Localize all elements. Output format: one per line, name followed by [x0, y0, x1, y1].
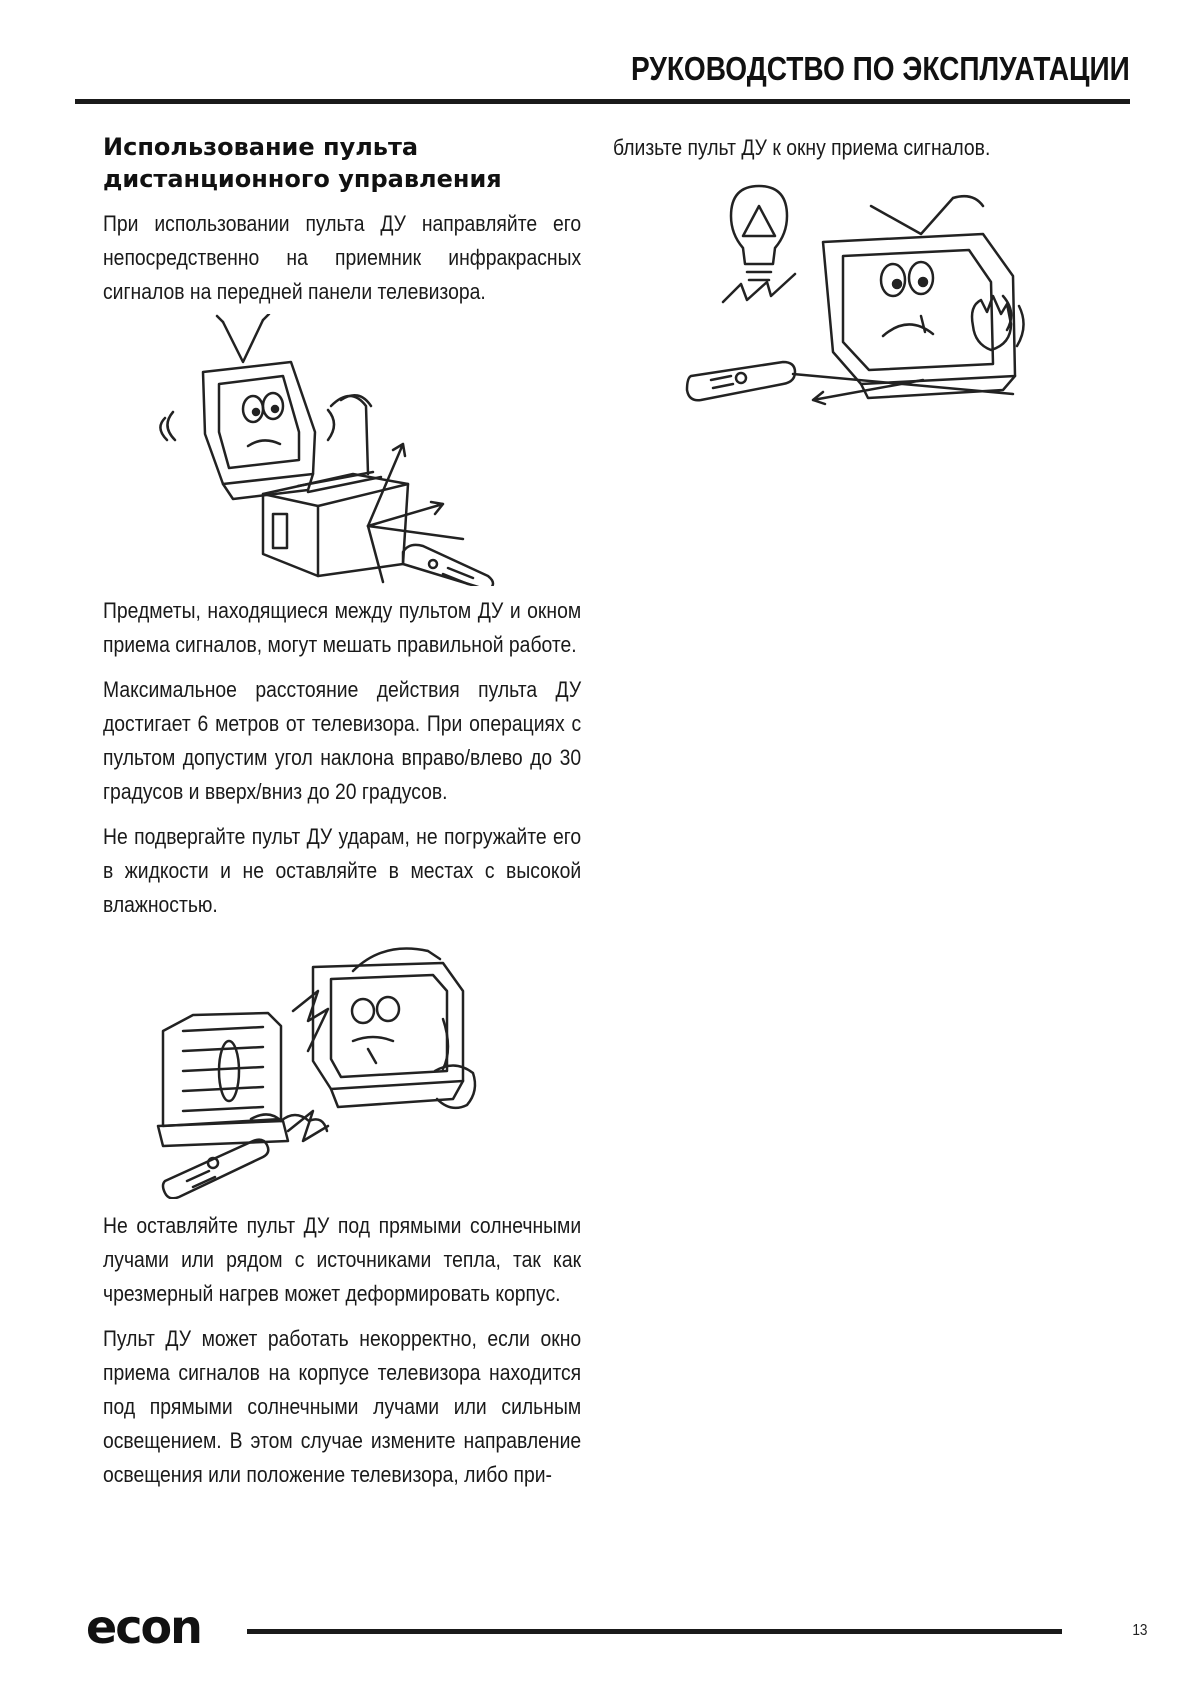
paragraph-range: Максимальное расстояние действия пульта ДУ достигает 6 метров от телевизора. При операциях с пультом допустим угол наклона вправо/влево до 30 градусов и вверх/вниз до 20 градусов. [103, 677, 582, 804]
paragraph-obstacles: Предметы, находящиеся между пультом ДУ и окном приема сигналов, могут мешать правильной работе. [103, 598, 582, 657]
paragraph-continuation: близьте пульт ДУ к окну приема сигналов. [613, 135, 991, 160]
header-rule [75, 99, 1130, 104]
right-column [613, 131, 1113, 416]
illustration-obstacle [103, 314, 581, 586]
paragraph-aim-remote: При использовании пульта ДУ направляйте его непосредственно на приемник инфракрасных сигналов на передней панели телевизора. [103, 211, 582, 304]
page-number: 13 [1132, 1622, 1148, 1639]
left-column [103, 131, 581, 1503]
paragraph-strong-light: Пульт ДУ может работать некорректно, если окно приема сигналов на корпусе телевизора находится под прямыми солнечными лучами или сильным освещением. В этом случае измените направление освещения или положение телевизора, либо при- [103, 1326, 582, 1487]
illustration-heat [103, 931, 581, 1199]
econ-logo: econ [86, 1600, 201, 1654]
footer-rule [247, 1629, 1062, 1634]
paragraph-care: Не подвергайте пульт ДУ ударам, не погружайте его в жидкости и не оставляйте в местах с высокой влажностью. [103, 824, 582, 917]
page-header-title: РУКОВОДСТВО ПО ЭКСПЛУАТАЦИИ [631, 50, 1130, 87]
illustration-light [683, 176, 1103, 416]
section-title: Использование пульта дистанционного управления [103, 133, 502, 193]
paragraph-sunlight: Не оставляйте пульт ДУ под прямыми солнечными лучами или рядом с источниками тепла, так как чрезмерный нагрев может деформировать корпус. [103, 1213, 582, 1306]
